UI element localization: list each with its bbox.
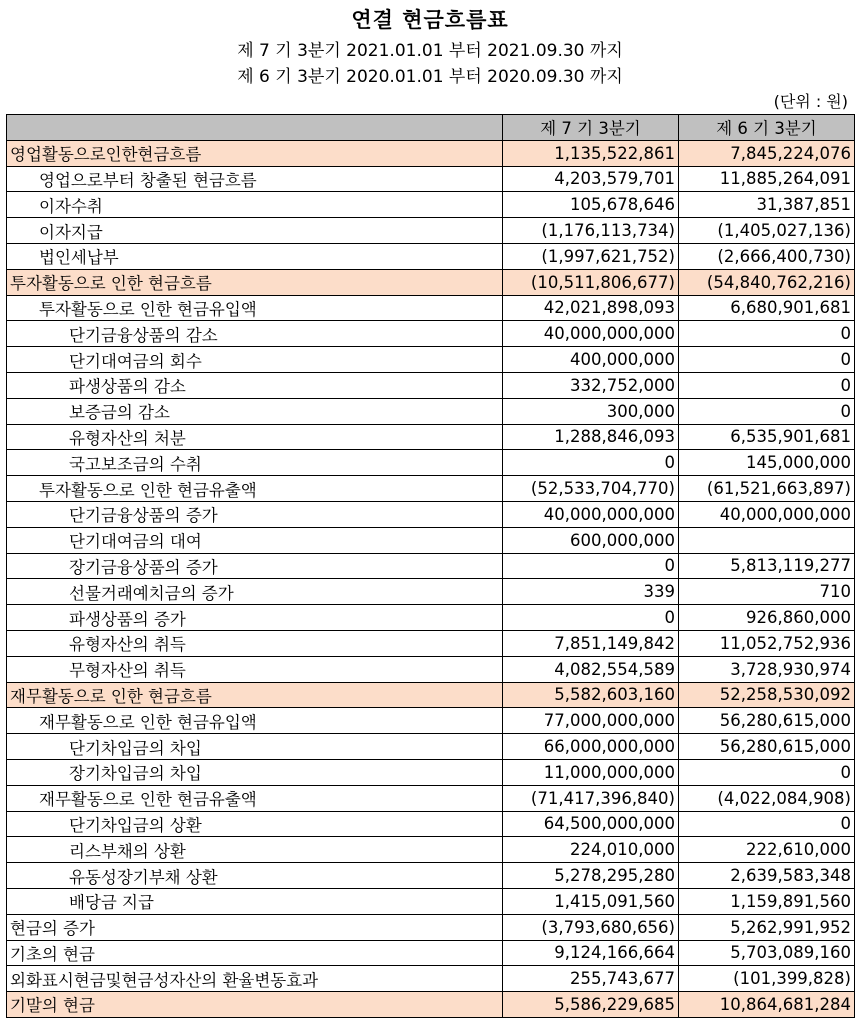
current-period-amount: 0 <box>503 450 679 476</box>
statement-title: 연결 현금흐름표 <box>351 8 509 32</box>
current-period-amount: 339 <box>503 579 679 605</box>
row-label: 재무활동으로 인한 현금흐름 <box>7 682 503 708</box>
row-label: 장기차입금의 차입 <box>7 759 503 785</box>
table-body <box>7 140 855 1017</box>
row-label: 외화표시현금및현금성자산의 환율변동효과 <box>7 966 503 992</box>
table-row <box>7 269 855 295</box>
current-period-amount: 11,000,000,000 <box>503 759 679 785</box>
prior-period-amount: (2,666,400,730) <box>679 243 855 269</box>
prior-period-amount: 6,535,901,681 <box>679 424 855 450</box>
table-row <box>7 888 855 914</box>
table-row <box>7 398 855 424</box>
prior-period-amount: (54,840,762,216) <box>679 269 855 295</box>
current-period-amount: 4,203,579,701 <box>503 166 679 192</box>
current-period-amount: 1,288,846,093 <box>503 424 679 450</box>
current-period-amount: 600,000,000 <box>503 527 679 553</box>
current-period-amount: (52,533,704,770) <box>503 476 679 502</box>
prior-period-amount: 10,864,681,284 <box>679 992 855 1018</box>
table-row <box>7 218 855 244</box>
prior-period-amount: (1,405,027,136) <box>679 218 855 244</box>
row-label: 단기금융상품의 감소 <box>7 321 503 347</box>
prior-period-amount: 0 <box>679 811 855 837</box>
table-row <box>7 527 855 553</box>
table-row <box>7 605 855 631</box>
row-label: 기초의 현금 <box>7 940 503 966</box>
prior-period-amount: 40,000,000,000 <box>679 501 855 527</box>
row-label: 투자활동으로 인한 현금흐름 <box>7 269 503 295</box>
prior-period-amount: 7,845,224,076 <box>679 140 855 166</box>
prior-period-amount: 926,860,000 <box>679 605 855 631</box>
row-label: 파생상품의 감소 <box>7 372 503 398</box>
prior-period-amount: 2,639,583,348 <box>679 863 855 889</box>
row-label: 단기차입금의 차입 <box>7 734 503 760</box>
table-row <box>7 347 855 373</box>
current-period-amount: 77,000,000,000 <box>503 708 679 734</box>
row-label: 유동성장기부채 상환 <box>7 863 503 889</box>
prior-period-amount: 1,159,891,560 <box>679 888 855 914</box>
header-label <box>7 115 503 141</box>
table-row <box>7 682 855 708</box>
current-period-amount: 5,586,229,685 <box>503 992 679 1018</box>
prior-period-amount: 0 <box>679 398 855 424</box>
current-period-amount: 0 <box>503 605 679 631</box>
row-label: 보증금의 감소 <box>7 398 503 424</box>
current-period-amount: 1,415,091,560 <box>503 888 679 914</box>
row-label: 현금의 증가 <box>7 914 503 940</box>
prior-period-amount: 56,280,615,000 <box>679 734 855 760</box>
current-period-amount: 224,010,000 <box>503 837 679 863</box>
prior-period-amount: 11,885,264,091 <box>679 166 855 192</box>
row-label: 단기차입금의 상환 <box>7 811 503 837</box>
prior-period-amount: 6,680,901,681 <box>679 295 855 321</box>
current-period-amount: 64,500,000,000 <box>503 811 679 837</box>
unit-label: (단위 : 원) <box>773 92 848 111</box>
current-period-amount: 5,278,295,280 <box>503 863 679 889</box>
row-label: 유형자산의 처분 <box>7 424 503 450</box>
current-period-amount: 40,000,000,000 <box>503 501 679 527</box>
table-row <box>7 630 855 656</box>
prior-period-amount: 5,703,089,160 <box>679 940 855 966</box>
prior-period-amount: 145,000,000 <box>679 450 855 476</box>
table-row <box>7 708 855 734</box>
table-row <box>7 966 855 992</box>
current-period-amount: 400,000,000 <box>503 347 679 373</box>
table-row <box>7 243 855 269</box>
table-row <box>7 992 855 1018</box>
row-label: 기말의 현금 <box>7 992 503 1018</box>
row-label: 이자지급 <box>7 218 503 244</box>
current-period-amount: 300,000 <box>503 398 679 424</box>
row-label: 단기대여금의 회수 <box>7 347 503 373</box>
prior-period-amount: (4,022,084,908) <box>679 785 855 811</box>
table-row <box>7 914 855 940</box>
row-label: 단기대여금의 대여 <box>7 527 503 553</box>
row-label: 법인세납부 <box>7 243 503 269</box>
period-current: 제 7 기 3분기 2021.01.01 부터 2021.09.30 까지 <box>237 41 623 61</box>
prior-period-amount: 52,258,530,092 <box>679 682 855 708</box>
row-label: 선물거래예치금의 증가 <box>7 579 503 605</box>
current-period-amount: 1,135,522,861 <box>503 140 679 166</box>
prior-period-amount: 5,813,119,277 <box>679 553 855 579</box>
current-period-amount: (1,176,113,734) <box>503 218 679 244</box>
prior-period-amount: 56,280,615,000 <box>679 708 855 734</box>
current-period-amount: 7,851,149,842 <box>503 630 679 656</box>
current-period-amount: (3,793,680,656) <box>503 914 679 940</box>
table-row <box>7 579 855 605</box>
period-prior: 제 6 기 3분기 2020.01.01 부터 2020.09.30 까지 <box>237 67 623 87</box>
row-label: 이자수취 <box>7 192 503 218</box>
table-row <box>7 192 855 218</box>
prior-period-amount: 222,610,000 <box>679 837 855 863</box>
header-prior-period: 제 6 기 3분기 <box>679 115 855 141</box>
table-row <box>7 321 855 347</box>
prior-period-amount: 0 <box>679 321 855 347</box>
row-label: 파생상품의 증가 <box>7 605 503 631</box>
row-label: 영업활동으로인한현금흐름 <box>7 140 503 166</box>
row-label: 장기금융상품의 증가 <box>7 553 503 579</box>
table-row <box>7 734 855 760</box>
current-period-amount: (71,417,396,840) <box>503 785 679 811</box>
prior-period-amount: 0 <box>679 347 855 373</box>
row-label: 단기금융상품의 증가 <box>7 501 503 527</box>
prior-period-amount: 710 <box>679 579 855 605</box>
current-period-amount: 42,021,898,093 <box>503 295 679 321</box>
table-row <box>7 837 855 863</box>
row-label: 무형자산의 취득 <box>7 656 503 682</box>
table-row <box>7 450 855 476</box>
prior-period-amount: 31,387,851 <box>679 192 855 218</box>
prior-period-amount: (61,521,663,897) <box>679 476 855 502</box>
current-period-amount: 40,000,000,000 <box>503 321 679 347</box>
table-row <box>7 372 855 398</box>
table-row <box>7 785 855 811</box>
table-row <box>7 140 855 166</box>
table-row <box>7 476 855 502</box>
table-row <box>7 863 855 889</box>
row-label: 유형자산의 취득 <box>7 630 503 656</box>
current-period-amount: (10,511,806,677) <box>503 269 679 295</box>
current-period-amount: 255,743,677 <box>503 966 679 992</box>
current-period-amount: 66,000,000,000 <box>503 734 679 760</box>
table-row <box>7 295 855 321</box>
table-row <box>7 553 855 579</box>
current-period-amount: 0 <box>503 553 679 579</box>
row-label: 국고보조금의 수취 <box>7 450 503 476</box>
current-period-amount: 9,124,166,664 <box>503 940 679 966</box>
prior-period-amount <box>679 527 855 553</box>
prior-period-amount: 11,052,752,936 <box>679 630 855 656</box>
current-period-amount: (1,997,621,752) <box>503 243 679 269</box>
table-header-row <box>7 115 855 141</box>
table-row <box>7 811 855 837</box>
table-row <box>7 940 855 966</box>
row-label: 배당금 지급 <box>7 888 503 914</box>
row-label: 영업으로부터 창출된 현금흐름 <box>7 166 503 192</box>
current-period-amount: 5,582,603,160 <box>503 682 679 708</box>
current-period-amount: 105,678,646 <box>503 192 679 218</box>
table-row <box>7 166 855 192</box>
prior-period-amount: 3,728,930,974 <box>679 656 855 682</box>
table-row <box>7 424 855 450</box>
row-label: 재무활동으로 인한 현금유입액 <box>7 708 503 734</box>
prior-period-amount: 0 <box>679 759 855 785</box>
current-period-amount: 332,752,000 <box>503 372 679 398</box>
table-row <box>7 501 855 527</box>
table-row <box>7 656 855 682</box>
header-current-period: 제 7 기 3분기 <box>503 115 679 141</box>
prior-period-amount: 5,262,991,952 <box>679 914 855 940</box>
current-period-amount: 4,082,554,589 <box>503 656 679 682</box>
cash-flow-table <box>6 114 855 1018</box>
row-label: 투자활동으로 인한 현금유출액 <box>7 476 503 502</box>
row-label: 재무활동으로 인한 현금유출액 <box>7 785 503 811</box>
row-label: 리스부채의 상환 <box>7 837 503 863</box>
row-label: 투자활동으로 인한 현금유입액 <box>7 295 503 321</box>
prior-period-amount: 0 <box>679 372 855 398</box>
table-row <box>7 759 855 785</box>
prior-period-amount: (101,399,828) <box>679 966 855 992</box>
